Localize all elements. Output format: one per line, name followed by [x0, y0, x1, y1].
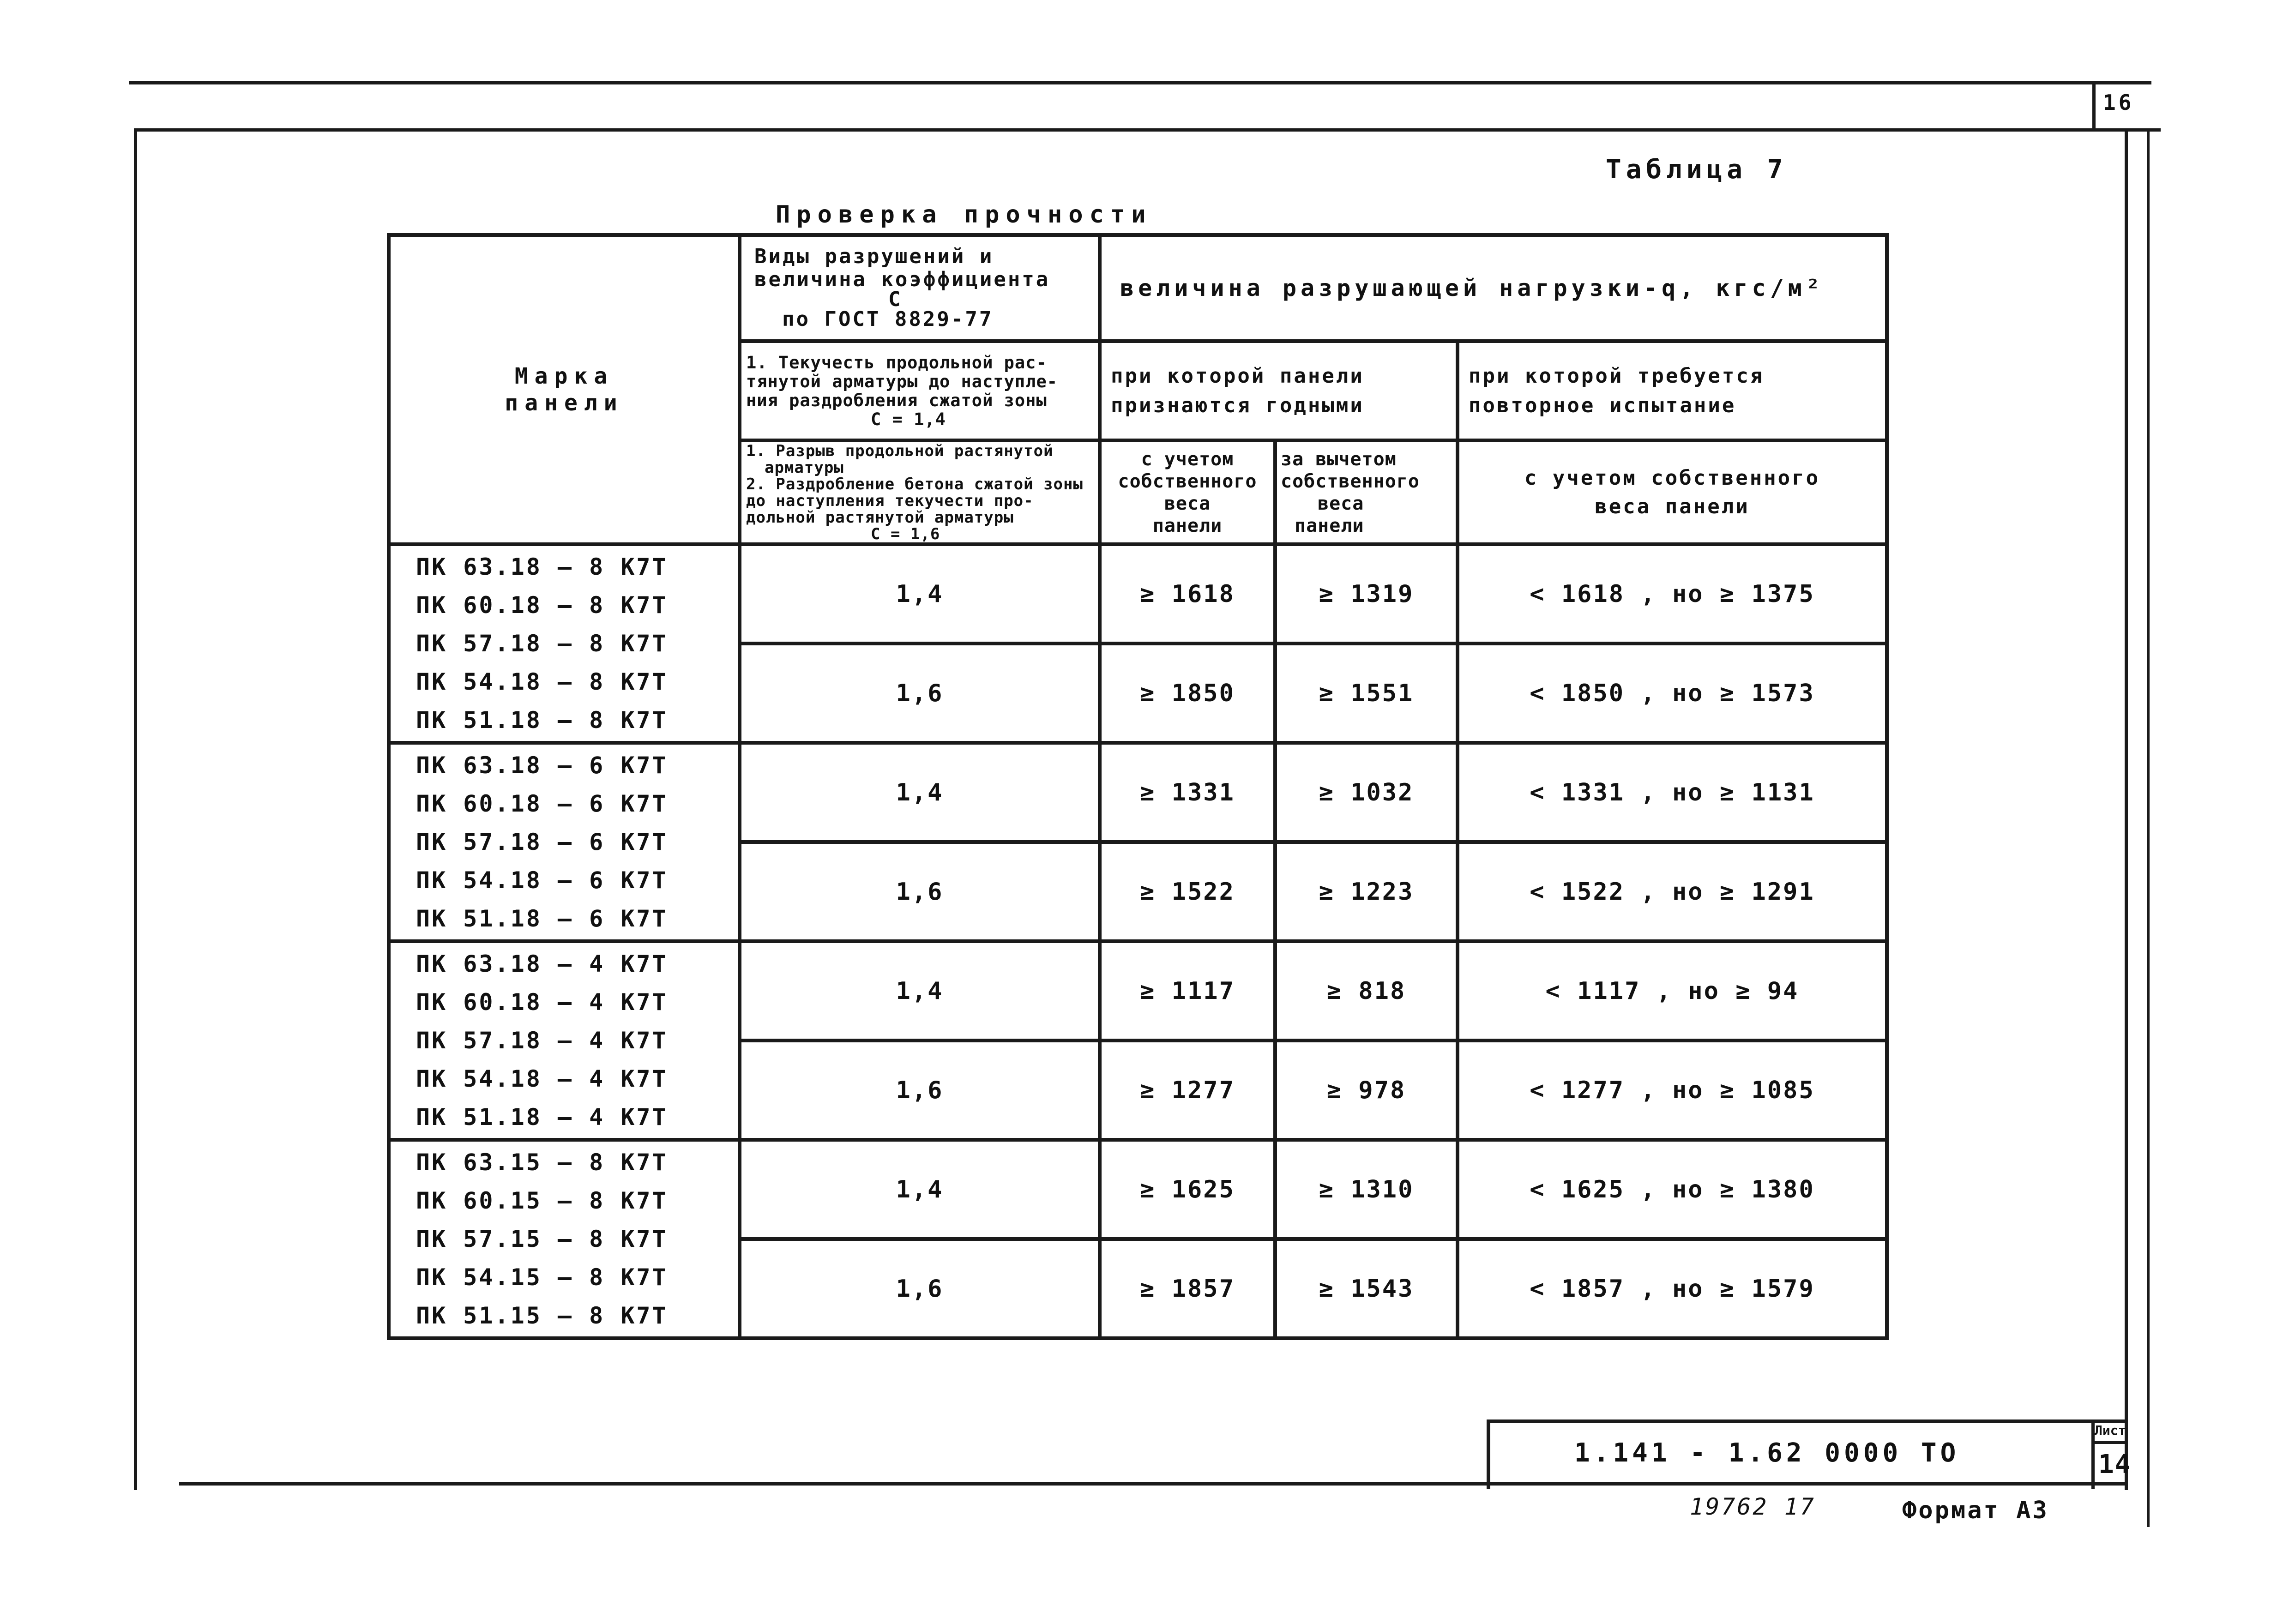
coef-cell: 1,4 — [740, 544, 1100, 644]
header-vidy: Виды разрушений и величина коэффициента C по ГОСТ 8829-77 — [740, 235, 1100, 341]
with-weight-cell: ≥ 1850 — [1100, 644, 1275, 743]
right-outer-line — [2147, 128, 2150, 1527]
coef-cell: 1,4 — [740, 941, 1100, 1041]
coef-cell: 1,6 — [740, 842, 1100, 941]
retest-cell: < 1117 , но ≥ 94 — [1458, 941, 1887, 1041]
table-label: Таблица 7 — [1606, 155, 1788, 185]
right-border-line — [2125, 128, 2128, 1490]
retest-cell: < 1618 , но ≥ 1375 — [1458, 544, 1887, 644]
sheet-box-divider — [2091, 1441, 2127, 1444]
coef-cell: 1,6 — [740, 1041, 1100, 1140]
without-weight-cell: ≥ 1032 — [1275, 743, 1458, 842]
retest-cell: < 1331 , но ≥ 1131 — [1458, 743, 1887, 842]
inner-top-line — [134, 128, 2161, 132]
without-weight-cell: ≥ 1223 — [1275, 842, 1458, 941]
header-type-2: 1. Разрыв продольной растянутой арматуры 2. Раздробление бетона сжатой зоны до наступления текучести про- дольной растянутой арматуры C = 1,6 — [740, 440, 1100, 544]
without-weight-cell: ≥ 1319 — [1275, 544, 1458, 644]
coef-cell: 1,6 — [740, 644, 1100, 743]
header-za-vychetom: за вычетом собственного веса панели — [1275, 440, 1458, 544]
header-type-1: 1. Текучесть продольной рас- тянутой арматуры до наступле- ния раздробления сжатой зоны C = 1,4 — [740, 341, 1100, 440]
top-border-line — [129, 81, 2151, 84]
with-weight-cell: ≥ 1331 — [1100, 743, 1275, 842]
coef-cell: 1,4 — [740, 743, 1100, 842]
retest-cell: < 1277 , но ≥ 1085 — [1458, 1041, 1887, 1140]
with-weight-cell: ≥ 1857 — [1100, 1239, 1275, 1338]
sheet-number: 14 — [2098, 1450, 2132, 1480]
marks-group-2: ПК 63.18 – 6 К7Т ПК 60.18 – 6 К7Т ПК 57.18 – 6 К7Т ПК 54.18 – 6 К7Т ПК 51.18 – 6 К7Т — [389, 743, 740, 941]
strength-check-table — [387, 233, 1889, 1340]
with-weight-cell: ≥ 1522 — [1100, 842, 1275, 941]
document-code: 1.141 - 1.62 0000 ТО — [1574, 1438, 1960, 1468]
with-weight-cell: ≥ 1618 — [1100, 544, 1275, 644]
retest-cell: < 1857 , но ≥ 1579 — [1458, 1239, 1887, 1338]
marks-group-3: ПК 63.18 – 4 К7Т ПК 60.18 – 4 К7Т ПК 57.18 – 4 К7Т ПК 54.18 – 4 К7Т ПК 51.18 – 4 К7Т — [389, 941, 740, 1140]
without-weight-cell: ≥ 978 — [1275, 1041, 1458, 1140]
without-weight-cell: ≥ 1310 — [1275, 1140, 1458, 1239]
left-border-line — [134, 128, 137, 1490]
marks-group-1: ПК 63.18 – 8 К7Т ПК 60.18 – 8 К7Т ПК 57.18 – 8 К7Т ПК 54.18 – 8 К7Т ПК 51.18 – 8 К7Т — [389, 544, 740, 743]
without-weight-cell: ≥ 1543 — [1275, 1239, 1458, 1338]
header-marka: Марка панели — [389, 235, 740, 544]
header-povtornoe: при которой требуется повторное испытание — [1458, 341, 1887, 440]
retest-cell: < 1625 , но ≥ 1380 — [1458, 1140, 1887, 1239]
with-weight-cell: ≥ 1277 — [1100, 1041, 1275, 1140]
header-godnymi: при которой панели признаются годными — [1100, 341, 1458, 440]
page-number: 16 — [2103, 90, 2134, 115]
header-velichina: величина разрушающей нагрузки-q, кгс/м² — [1100, 235, 1887, 341]
without-weight-cell: ≥ 1551 — [1275, 644, 1458, 743]
table-title: Проверка прочности — [776, 201, 1152, 229]
format-label: Формат А3 — [1902, 1497, 2049, 1524]
inventory-number: 19762 17 — [1690, 1493, 1816, 1520]
with-weight-cell: ≥ 1117 — [1100, 941, 1275, 1041]
retest-cell: < 1850 , но ≥ 1573 — [1458, 644, 1887, 743]
header-s-uchetom-full: с учетом собственного веса панели — [1458, 440, 1887, 544]
header-s-uchetom: с учетом собственного веса панели — [1100, 440, 1275, 544]
coef-cell: 1,6 — [740, 1239, 1100, 1338]
sheet-label: Лист — [2095, 1423, 2126, 1438]
retest-cell: < 1522 , но ≥ 1291 — [1458, 842, 1887, 941]
without-weight-cell: ≥ 818 — [1275, 941, 1458, 1041]
marks-group-4: ПК 63.15 – 8 К7Т ПК 60.15 – 8 К7Т ПК 57.15 – 8 К7Т ПК 54.15 – 8 К7Т ПК 51.15 – 8 К7Т — [389, 1140, 740, 1338]
with-weight-cell: ≥ 1625 — [1100, 1140, 1275, 1239]
coef-cell: 1,4 — [740, 1140, 1100, 1239]
